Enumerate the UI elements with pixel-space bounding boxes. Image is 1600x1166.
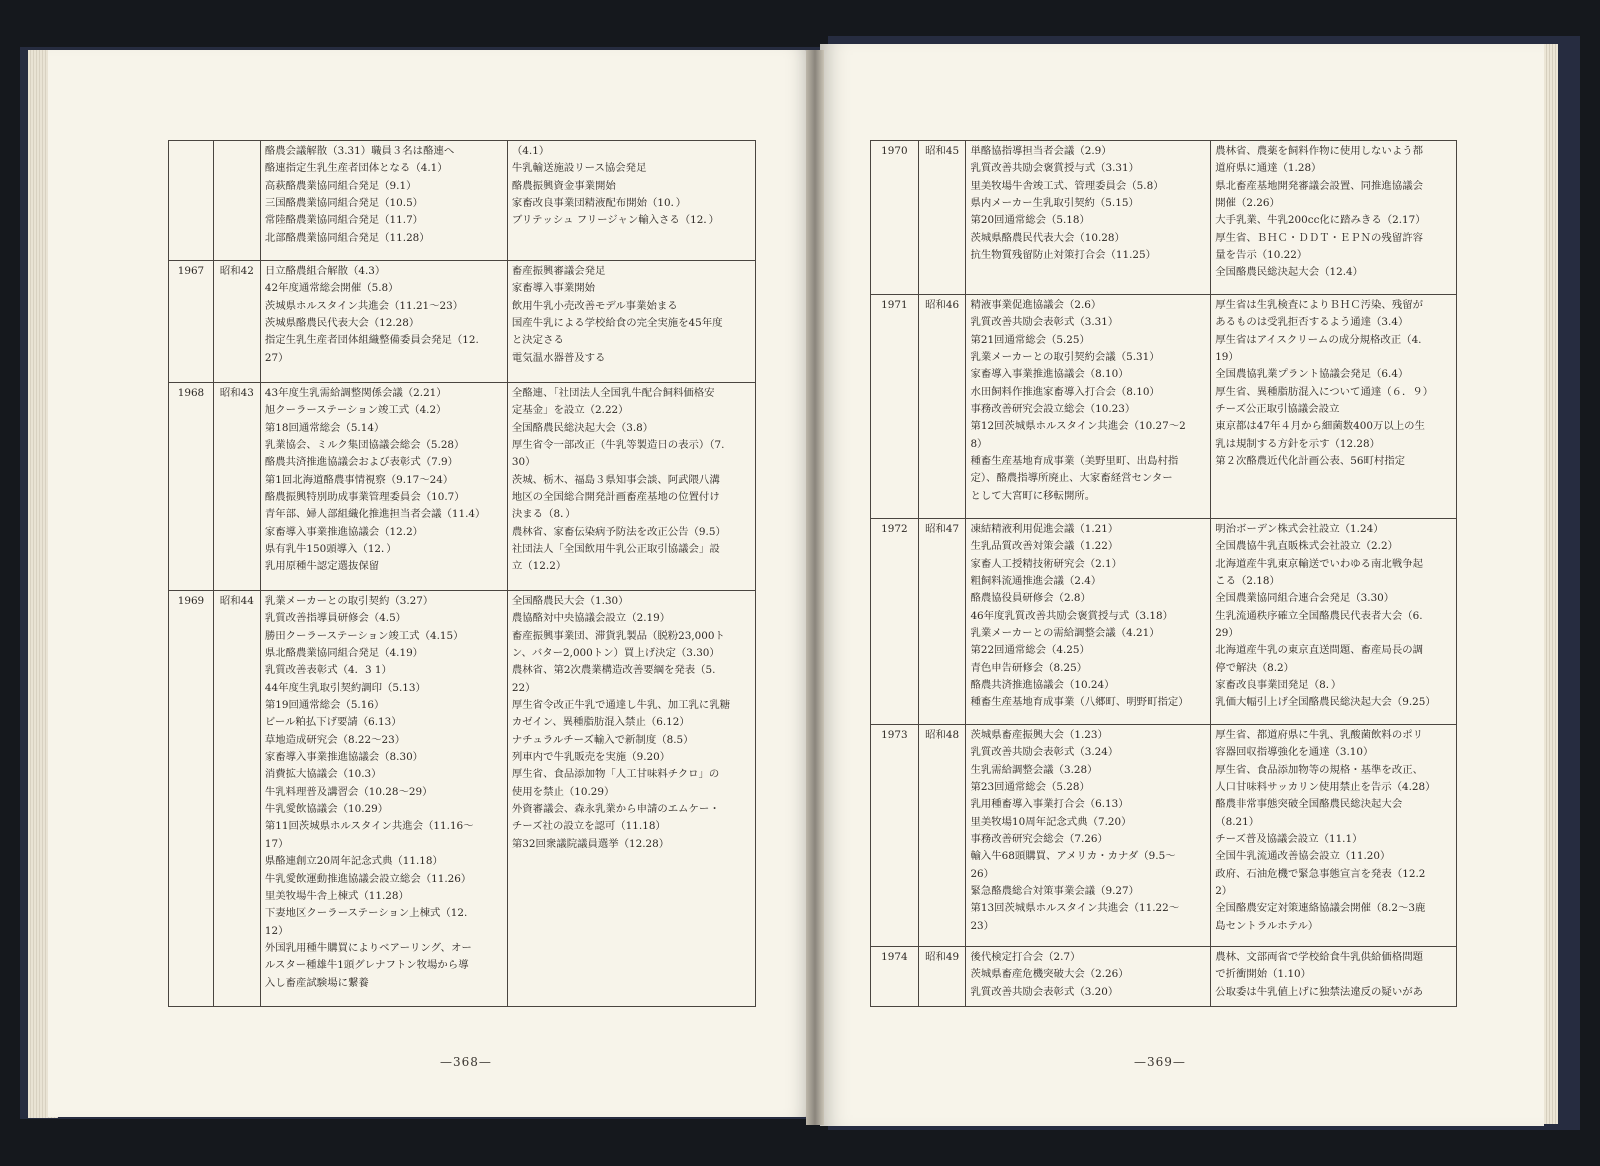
national-event-line: 家畜改良事業団精液配布開始（10．） <box>511 197 687 210</box>
domestic-event-line: 42年度通常総会開催（5.8） <box>264 282 399 295</box>
national-event-line: 厚生省、都道府県に牛乳、乳酸菌飲料のポリ <box>1215 729 1423 741</box>
domestic-event-line: 里美牧場牛舎上棟式（11.28） <box>264 889 409 902</box>
national-event-line: 2） <box>1215 885 1233 898</box>
year-cell <box>169 141 213 160</box>
national-event-line: 全国農協牛乳直販株式会社設立（2.2） <box>1215 540 1398 553</box>
national-event-line: 家畜改良事業団発足（8．） <box>1215 679 1342 692</box>
domestic-event-line: 単酪協指導担当者会議（2.9） <box>970 145 1112 157</box>
national-event-line: 立（12.2） <box>511 560 567 573</box>
page-number-left: —368— <box>440 1055 492 1069</box>
era-cell: 昭和45 <box>925 145 960 157</box>
chronology-row <box>169 591 756 1007</box>
domestic-event-line: 定）、酪農指導所廃止、大家畜経営センター <box>970 472 1173 485</box>
domestic-event-line: 茨城県酪農民代表大会（10.28） <box>970 231 1125 244</box>
domestic-event-line: 高萩酪農業協同組合発足（9.1） <box>264 179 417 192</box>
domestic-event-line: 県北酪農業協同組合発足（4.19） <box>264 647 424 660</box>
domestic-event-line: 家畜導入事業推進協議会（12.2） <box>264 525 424 538</box>
national-event-line: 政府、石油危機で緊急事態宣言を発表（12.2 <box>1215 867 1426 880</box>
domestic-event-line: 43年度生乳需給調整関係会議（2.21） <box>264 387 447 399</box>
national-event-line: 容器回収指導強化を通達（3.10） <box>1215 746 1374 759</box>
domestic-event-line: 第20回通常総会（5.18） <box>970 214 1090 227</box>
domestic-event-line: 乳業協会、ミルク集団協議会総会（5.28） <box>264 439 465 452</box>
domestic-event-line: ビール粕払下げ要請（6.13） <box>264 716 402 729</box>
domestic-event-line: ルスター種雄牛1頭グレナフトン牧場から導 <box>264 959 469 972</box>
national-event-line: 畜産振興審議会発足 <box>511 265 606 277</box>
domestic-event-line: 茨城県畜産振興大会（1.23） <box>970 729 1108 741</box>
national-event-line: 生乳流通秩序確立全国酪農民代表者大会（6. <box>1215 609 1423 622</box>
national-event-line: 厚生省は生乳検査によりＢＨＣ汚染、残留が <box>1215 299 1423 311</box>
domestic-event-line: 乳質改善共励会褒賞授与式（3.31） <box>970 162 1140 175</box>
domestic-event-line: 第1回北海道酪農事情視察（9.17〜24） <box>264 473 454 486</box>
national-event-line: 島セントラルホテル） <box>1215 919 1319 932</box>
domestic-event-line: 抗生物質残留防止対策打合会（11.25） <box>970 249 1157 262</box>
chronology-row <box>169 383 756 591</box>
chronology-table-left <box>168 140 756 1007</box>
domestic-event-line: 家畜人工授精技術研究会（2.1） <box>970 557 1123 570</box>
domestic-event-line: 北部酪農業協同組合発足（11.28） <box>264 231 430 244</box>
domestic-event-line: 酪農会議解散（3.31）職員３名は酪連へ <box>264 145 455 157</box>
domestic-event-line: 酪農共済推進協議会および表彰式（7.9） <box>264 456 459 469</box>
domestic-event-line: 乳質改善指導員研修会（4.5） <box>264 612 407 625</box>
year-cell: 1969 <box>177 595 205 607</box>
domestic-event-line: 茨城県ホルスタイン共進会（11.21〜23） <box>264 299 464 312</box>
year-cell: 1967 <box>177 265 205 277</box>
national-event-line: ン、バター2,000トン）買上げ決定（3.30） <box>511 647 720 660</box>
chronology-row <box>169 141 756 261</box>
domestic-event-line: 青色申告研修会（8.25） <box>970 661 1088 674</box>
national-event-line: チーズ普及協議会設立（11.1） <box>1215 833 1363 846</box>
year-cell: 1968 <box>177 387 205 399</box>
domestic-event-line: 17） <box>264 837 289 850</box>
domestic-event-line: 後代検定打合会（2.7） <box>970 951 1081 963</box>
chronology-row <box>169 261 756 383</box>
domestic-event-line: 8） <box>970 437 988 450</box>
national-event-line: （4.1） <box>511 145 550 157</box>
domestic-event-line: 乳質改善共励会表彰式（3.31） <box>970 316 1119 329</box>
domestic-event-line: 26） <box>970 867 995 880</box>
national-event-line: 停で解決（8.2） <box>1215 661 1295 674</box>
domestic-event-line: 第22回通常総会（4.25） <box>970 644 1090 657</box>
domestic-event-line: 家畜導入事業推進協議会（8.30） <box>264 751 424 764</box>
domestic-event-line: 46年度乳質改善共励会褒賞授与式（3.18） <box>970 609 1174 622</box>
domestic-event-line: 27） <box>264 351 289 364</box>
book-gutter <box>806 50 824 1125</box>
year-cell: 1971 <box>881 299 908 311</box>
national-event-line: 農林、文部両省で学校給食牛乳供給価格問題 <box>1215 951 1423 963</box>
national-event-line: チーズ社の設立を認可（11.18） <box>511 820 666 833</box>
domestic-event-line: 牛乳愛飲協議会（10.29） <box>264 803 389 816</box>
domestic-event-line: 酪農振興特別助成事業管理委員会（10.7） <box>264 491 465 504</box>
national-event-line: 全国酪農民大会（1.30） <box>511 595 629 607</box>
domestic-event-line: 消費拡大協議会（10.3） <box>264 768 382 781</box>
domestic-event-line: 酪農協役員研修会（2.8） <box>970 592 1091 605</box>
national-event-line: 列車内で牛乳販売を実施（9.20） <box>511 751 671 764</box>
national-event-line: 全国農協乳業プラント協議会発足（6.4） <box>1215 368 1409 381</box>
domestic-event-line: 家畜導入事業推進協議会（8.10） <box>970 368 1129 381</box>
domestic-event-line: 乳質改善表彰式（4．3 1） <box>264 664 392 677</box>
chronology-table-right <box>870 140 1457 1007</box>
domestic-event-line: 第21回通常総会（5.25） <box>970 333 1090 346</box>
domestic-event-line: 乳用種畜導入事業打合会（6.13） <box>970 798 1129 811</box>
domestic-event-line: として大宮町に移転開所。 <box>970 489 1096 502</box>
year-cell: 1973 <box>881 729 908 741</box>
page-number-right: —369— <box>1134 1055 1186 1069</box>
domestic-event-line: 常陸酪農業協同組合発足（11.7） <box>264 214 424 227</box>
national-event-line: （8.21） <box>1215 815 1260 828</box>
domestic-event-line: 水田飼料作推進家畜導入打合会（8.10） <box>970 385 1160 398</box>
chronology-row <box>871 519 1457 725</box>
national-event-line: 第32回衆議院議員選挙（12.28） <box>511 837 670 850</box>
domestic-event-line: 乳業メーカーとの取引契約（3.27） <box>264 595 434 607</box>
year-cell: 1974 <box>881 951 908 963</box>
domestic-event-line: 第12回茨城県ホルスタイン共進会（10.27〜2 <box>970 420 1186 433</box>
national-event-line: 全国酪農民総決起大会（3.8） <box>511 421 654 434</box>
domestic-event-line: 草地造成研究会（8.22〜23） <box>264 733 406 746</box>
national-event-line: 家畜導入事業開始 <box>511 282 596 295</box>
national-event-line: 乳は規制する方針を示す（12.28） <box>1215 437 1381 450</box>
national-event-line: 全国酪農安定対策連絡協議会開催（8.2〜3鹿 <box>1215 902 1426 915</box>
era-cell: 昭和44 <box>219 595 254 607</box>
domestic-event-line: 三国酪農業協同組合発足（10.5） <box>264 197 424 210</box>
domestic-event-line: 入し畜産試験場に繋養 <box>264 976 369 989</box>
national-event-line: 厚生省、異種脂肪混入について通達（６．９） <box>1215 385 1434 398</box>
domestic-event-line: 下妻地区クーラーステーション上棟式（12. <box>264 907 468 920</box>
national-event-line: 畜産振興事業団、滞貨乳製品（脱粉23,000ト <box>511 629 725 642</box>
national-event-line: 厚生省はアイスクリームの成分規格改正（4. <box>1215 333 1422 346</box>
domestic-event-line: 乳用原種牛認定選抜保留 <box>264 560 380 573</box>
national-event-line: 北海道産牛乳東京輸送でいわゆる南北戦争起 <box>1215 557 1423 570</box>
national-event-line: 決まる（8．） <box>511 508 576 521</box>
year-cell: 1972 <box>881 523 908 535</box>
national-event-line: ナチュラルチーズ輸入で新制度（8.5） <box>511 733 694 746</box>
domestic-event-line: 県内メーカー生乳取引契約（5.15） <box>970 197 1139 210</box>
domestic-event-line: 青年部、婦人部組織化推進担当者会議（11.4） <box>264 508 486 521</box>
national-event-line: 定基金」を設立（2.22） <box>511 404 629 417</box>
national-event-line: あるものは受乳拒否するよう通達（3.4） <box>1215 316 1409 329</box>
year-cell: 1970 <box>881 145 908 157</box>
domestic-event-line: 23） <box>970 919 995 932</box>
domestic-event-line: 旭クーラーステーション竣工式（4.2） <box>264 404 447 417</box>
national-event-line: 牛乳輸送施設リース協会発足 <box>511 162 647 175</box>
national-event-line: 30） <box>511 456 536 469</box>
domestic-event-line: 指定生乳生産者団体組織整備委員会発足（12. <box>264 334 479 347</box>
national-event-line: 農協酪対中央協議会設立（2.19） <box>511 612 671 625</box>
national-event-line: 全国牛乳流通改善協会設立（11.20） <box>1215 850 1391 863</box>
domestic-event-line: 生乳需給調整会議（3.28） <box>970 763 1098 776</box>
domestic-event-line: 生乳品質改善対策会議（1.22） <box>970 540 1119 553</box>
domestic-event-line: 勝田クーラーステーション竣工式（4.15） <box>264 629 464 642</box>
national-event-line: 全国酪農民総決起大会（12.4） <box>1215 266 1364 279</box>
national-event-line: 道府県に通達（1.28） <box>1215 162 1322 175</box>
domestic-event-line: 44年度生乳取引契約調印（5.13） <box>264 681 426 694</box>
national-event-line: 社団法人「全国飲用牛乳公正取引協議会」設 <box>511 543 720 556</box>
national-event-line: 飲用牛乳小売改善モデル事業始まる <box>511 299 678 312</box>
national-event-line: 量を告示（10.22） <box>1215 249 1308 262</box>
era-cell <box>214 141 260 160</box>
domestic-event-line: 輸入牛68頭購買、アメリカ・カナダ（9.5〜 <box>970 850 1176 863</box>
domestic-event-line: 里美牧場牛舎竣工式、管理委員会（5.8） <box>970 179 1164 192</box>
national-event-line: こる（2.18） <box>1215 575 1280 588</box>
chronology-row <box>871 141 1457 295</box>
national-event-line: 大手乳業、牛乳200cc化に踏みきる（2.17） <box>1215 214 1426 227</box>
national-event-line: 全国農業協同組合連合会発足（3.30） <box>1215 592 1395 605</box>
domestic-event-line: 酪連指定生乳生産者団体となる（4.1） <box>264 162 448 175</box>
national-event-line: チーズ公正取引協議会設立 <box>1215 403 1340 416</box>
chronology-row <box>871 295 1457 519</box>
domestic-event-line: 県酪連創立20周年記念式典（11.18） <box>264 855 443 868</box>
domestic-event-line: 乳質改善共励会表彰式（3.24） <box>970 746 1119 759</box>
era-cell: 昭和48 <box>925 729 960 741</box>
national-event-line: 東京都は47年４月から細菌数400万以上の生 <box>1215 420 1425 433</box>
era-cell: 昭和49 <box>925 951 960 963</box>
domestic-event-line: 外国乳用種牛購買によりベアーリング、オー <box>264 941 472 954</box>
national-event-line: 農林省、家畜伝染病予防法を改正公告（9.5） <box>511 525 726 538</box>
domestic-event-line: 県有乳牛150頭導入（12．） <box>264 543 397 556</box>
national-event-line: 人口甘味料サッカリン使用禁止を告示（4.28） <box>1215 781 1436 794</box>
domestic-event-line: 乳業メーカーとの需給調整会議（4.21） <box>970 627 1160 640</box>
era-cell: 昭和47 <box>925 523 960 535</box>
national-event-line: 明治ボーデン株式会社設立（1.24） <box>1215 523 1384 535</box>
domestic-event-line: 日立酪農組合解散（4.3） <box>264 265 386 277</box>
national-event-line: 北海道産牛乳の東京直送問題、畜産局長の調 <box>1215 644 1423 657</box>
national-event-line: 19） <box>1215 351 1239 364</box>
national-event-line: 電気温水器普及する <box>511 351 606 364</box>
national-event-line: 厚生省令改正牛乳で通達し牛乳、加工乳に乳糖 <box>511 699 731 712</box>
domestic-event-line: 牛乳料理普及講習会（10.28〜29） <box>264 785 433 798</box>
national-event-line: 公取委は牛乳値上げに独禁法違反の疑いがあ <box>1215 985 1423 998</box>
national-event-line: 厚生省、食品添加物「人工甘味料チクロ」の <box>511 768 720 781</box>
domestic-event-line: 茨城県畜産危機突破大会（2.26） <box>970 968 1129 981</box>
domestic-event-line: 牛乳愛飲運動推進協議会設立総会（11.26） <box>264 872 472 885</box>
national-event-line: 外資審議会、森永乳業から申請のエムケー・ <box>511 803 720 816</box>
era-cell: 昭和46 <box>925 299 960 311</box>
national-event-line: 県北畜産基地開発審議会設置、同推進協議会 <box>1215 179 1423 192</box>
domestic-event-line: 第11回茨城県ホルスタイン共進会（11.16〜 <box>264 820 474 833</box>
national-event-line: ブリテッシュ フリージャン輸入さる（12．） <box>511 214 719 227</box>
domestic-event-line: 粗飼料流通推進会議（2.4） <box>970 575 1102 588</box>
era-cell: 昭和42 <box>219 265 254 277</box>
domestic-event-line: 乳業メーカーとの取引契約会議（5.31） <box>970 351 1160 364</box>
national-event-line: 第２次酪農近代化計画公表、56町村指定 <box>1215 455 1406 468</box>
national-event-line: 農林省、第2次農業構造改善要綱を発表（5. <box>511 664 716 677</box>
domestic-event-line: 緊急酪農総合対策事業会議（9.27） <box>970 885 1140 898</box>
chronology-row <box>871 947 1457 1007</box>
national-event-line: 乳価大幅引上げ全国酪農民総決起大会（9.25） <box>1215 696 1436 709</box>
domestic-event-line: 12） <box>264 924 289 937</box>
domestic-event-line: 種畜生産基地育成事業（八郷町、明野町指定） <box>970 696 1189 709</box>
era-cell: 昭和43 <box>219 387 254 399</box>
domestic-event-line: 精液事業促進協議会（2.6） <box>970 299 1102 311</box>
national-event-line: 29） <box>1215 627 1239 640</box>
domestic-event-line: 事務改善研究会設立総会（10.23） <box>970 403 1136 416</box>
national-event-line: 全酪連、「社団法人全国乳牛配合飼料価格安 <box>511 387 715 399</box>
national-event-line: と決定さる <box>511 334 564 347</box>
domestic-event-line: 茨城県酪農民代表大会（12.28） <box>264 317 420 330</box>
national-event-line: 開催（2.26） <box>1215 197 1280 210</box>
domestic-event-line: 酪農共済推進協議会（10.24） <box>970 679 1115 692</box>
national-event-line: 茨城、栃木、福島３県知事会談、阿武隈八溝 <box>511 473 720 486</box>
domestic-event-line: 事務改善研究会総会（7.26） <box>970 833 1108 846</box>
national-event-line: 酪農振興資金事業開始 <box>511 179 616 192</box>
domestic-event-line: 第13回茨城県ホルスタイン共進会（11.22〜 <box>970 902 1180 915</box>
domestic-event-line: 種畜生産基地育成事業（美野里町、出島村指 <box>970 455 1179 468</box>
domestic-event-line: 乳質改善共励会表彰式（3.20） <box>970 985 1119 998</box>
national-event-line: 地区の全国総合開発計画畜産基地の位置付け <box>511 491 720 504</box>
national-event-line: 厚生省、食品添加物等の規格・基準を改正、 <box>1215 763 1423 776</box>
domestic-event-line: 凍結精液利用促進会議（1.21） <box>970 523 1119 535</box>
national-event-line: 厚生省、ＢＨＣ・ＤＤＴ・ＥＰＮの残留許容 <box>1215 231 1423 244</box>
national-event-line: で折衝開始（1.10） <box>1215 968 1312 981</box>
domestic-event-line: 第19回通常総会（5.16） <box>264 699 385 712</box>
chronology-row <box>871 725 1457 947</box>
national-event-line: 農林省、農薬を飼料作物に使用しないよう都 <box>1215 145 1423 157</box>
national-event-line: 国産牛乳による学校給食の完全実施を45年度 <box>511 317 723 330</box>
national-event-line: 酪農非常事態突破全国酪農民総決起大会 <box>1215 798 1403 811</box>
national-event-line: 22） <box>511 681 536 694</box>
national-event-line: 使用を禁止（10.29） <box>511 785 615 798</box>
national-event-line: カゼイン、異種脂肪混入禁止（6.12） <box>511 716 690 729</box>
domestic-event-line: 第23回通常総会（5.28） <box>970 781 1090 794</box>
domestic-event-line: 里美牧場10周年記念式典（7.20） <box>970 815 1132 828</box>
national-event-line: 厚生省令一部改正（牛乳等製造日の表示）（7. <box>511 439 725 452</box>
domestic-event-line: 第18回通常総会（5.14） <box>264 421 385 434</box>
